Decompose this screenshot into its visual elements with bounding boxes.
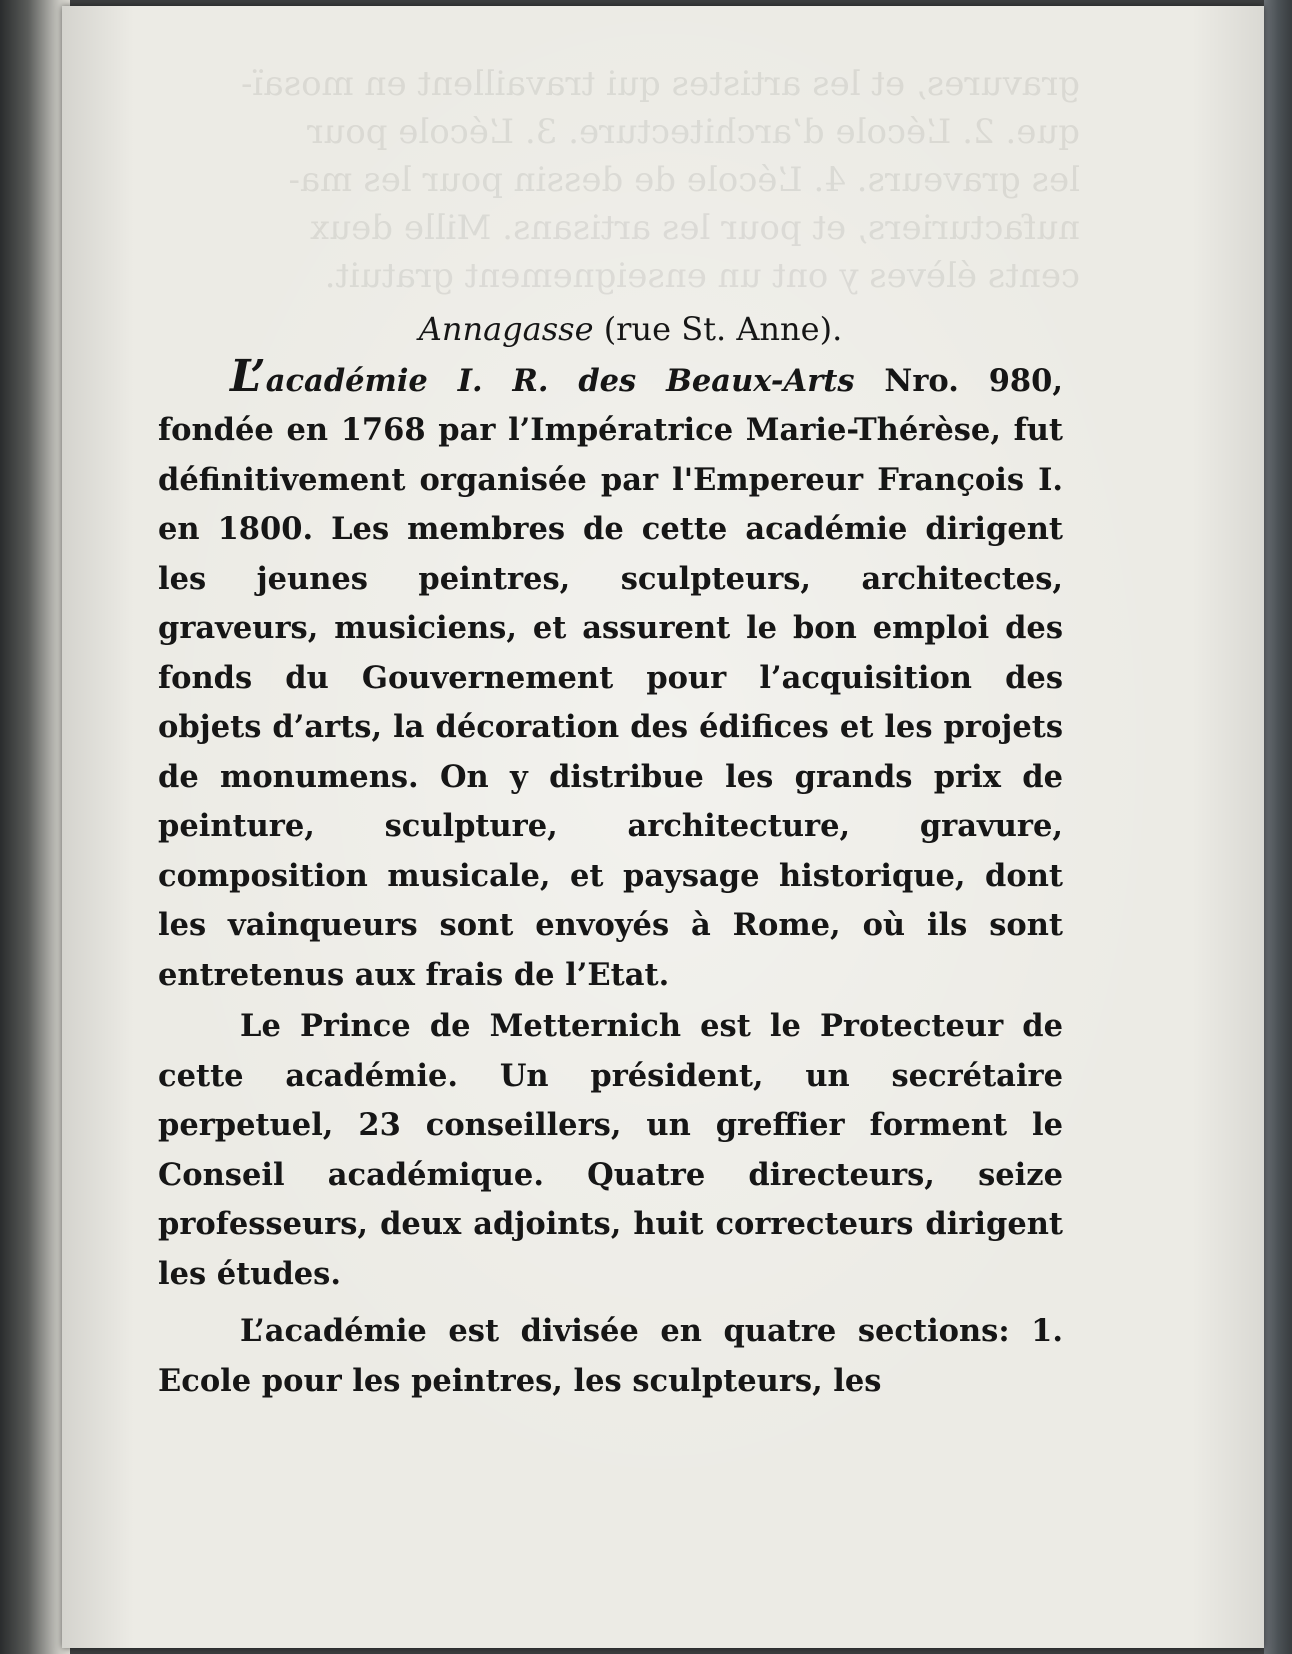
book-gutter	[0, 0, 70, 1654]
initial-letter: L’	[230, 350, 266, 402]
book-edge	[1264, 0, 1292, 1654]
academy-name: académie I. R. des Beaux-Arts	[265, 362, 855, 399]
paragraph-3: L’académie est divisée en quatre sections: 1. Ecole pour les peintres, les sculpteurs, les	[158, 1313, 1063, 1399]
page-body	[158, 305, 1063, 1406]
paragraph-1-text: Nro. 980, fondée en 1768 par l’Impératrice Marie-Thérèse, fut définitivement organisée par l'Empereur François I. en 1800. Les membres de cette académie dirigent les jeunes peintres, sculpteurs, architectes, graveurs, musiciens, et assurent le bon emploi des fonds du Gouvernement pour l’acquisition des objets d’arts, la décoration des édifices et les projets de monumens. On y distribue les grands prix de peinture, sculpture, architecture, gravure, composition musicale, et paysage historique, dont les vainqueurs sont envoyés à Rome, où ils sont entretenus aux frais de l’Etat.	[158, 362, 1063, 993]
heading-street: Annagasse	[418, 310, 594, 348]
heading-french: (rue St. Anne).	[593, 310, 843, 348]
paragraph-2: Le Prince de Metternich est le Protecteur de cette académie. Un président, un secrétaire perpetuel, 23 conseillers, un greffier forment le Conseil académique. Quatre directeurs, seize professeurs, deux adjoints, huit correcteurs dirigent les études.	[158, 1008, 1063, 1292]
section-heading	[158, 305, 1063, 355]
paragraph-1	[158, 350, 1063, 1001]
